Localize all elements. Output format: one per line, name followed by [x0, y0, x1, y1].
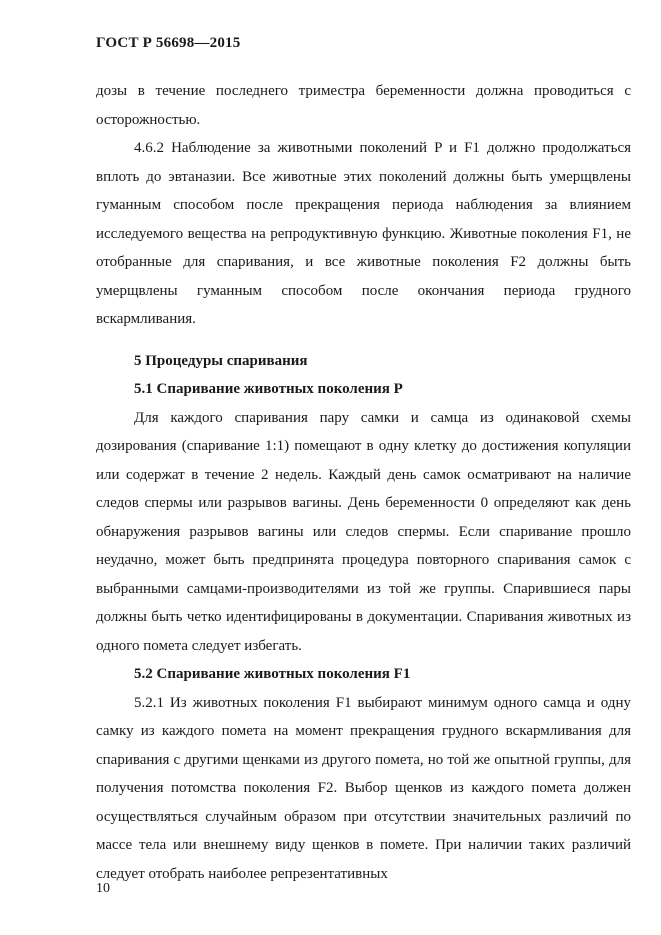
- document-body: [96, 77, 631, 888]
- paragraph: Для каждого спаривания пару самки и самца из одинаковой схемы дозирования (спаривание 1:1) помещают в одну клетку до достижения копуляции или содержат в течение 2 недель. Каждый день самок осматривают на наличие следов спермы или разрывов вагины. День беременности 0 определяют как день обнаружения разрывов вагины или следов спермы. Если спаривание прошло неудачно, может быть предпринята процедура повторного спаривания самок с выбранными самцами-производителями из той же группы. Спарившиеся пары должны быть четко идентифицированы в документации. Спаривания животных из одного помета следует избегать.: [96, 409, 631, 654]
- paragraph: 5.2.1 Из животных поколения F1 выбирают минимум одного самца и одну самку из каждого помета на момент прекращения грудного вскармливания для спаривания с другими щенками из другого помета, но той же опытной группы, для получения потомства поколения F2. Выбор щенков из каждого помета должен осуществляться случайным образом при отсутствии значительных различий по массе тела или внешнему виду щенков в помете. При наличии таких различий следует отобрать наиболее репрезентативных: [96, 694, 631, 882]
- section-heading: 5 Процедуры спаривания: [134, 352, 308, 369]
- section-heading: 5.2 Спаривание животных поколения F1: [134, 666, 411, 682]
- paragraph: дозы в течение последнего триместра беременности должна проводиться с осторожностью.: [96, 83, 631, 128]
- document-header: ГОСТ Р 56698—2015: [96, 35, 241, 51]
- page-number: 10: [96, 881, 110, 896]
- paragraph: 4.6.2 Наблюдение за животными поколений P и F1 должно продолжаться вплоть до эвтаназии. Все животные этих поколений должны быть умерщвлены гуманным способом после прекращения периода наблюдения за влиянием исследуемого вещества на репродуктивную функцию. Животные поколения F1, не отобранные для спаривания, и все животные поколения F2 должны быть умерщвлены гуманным способом после окончания периода грудного вскармливания.: [96, 140, 631, 327]
- section-heading: 5.1 Спаривание животных поколения P: [134, 381, 403, 397]
